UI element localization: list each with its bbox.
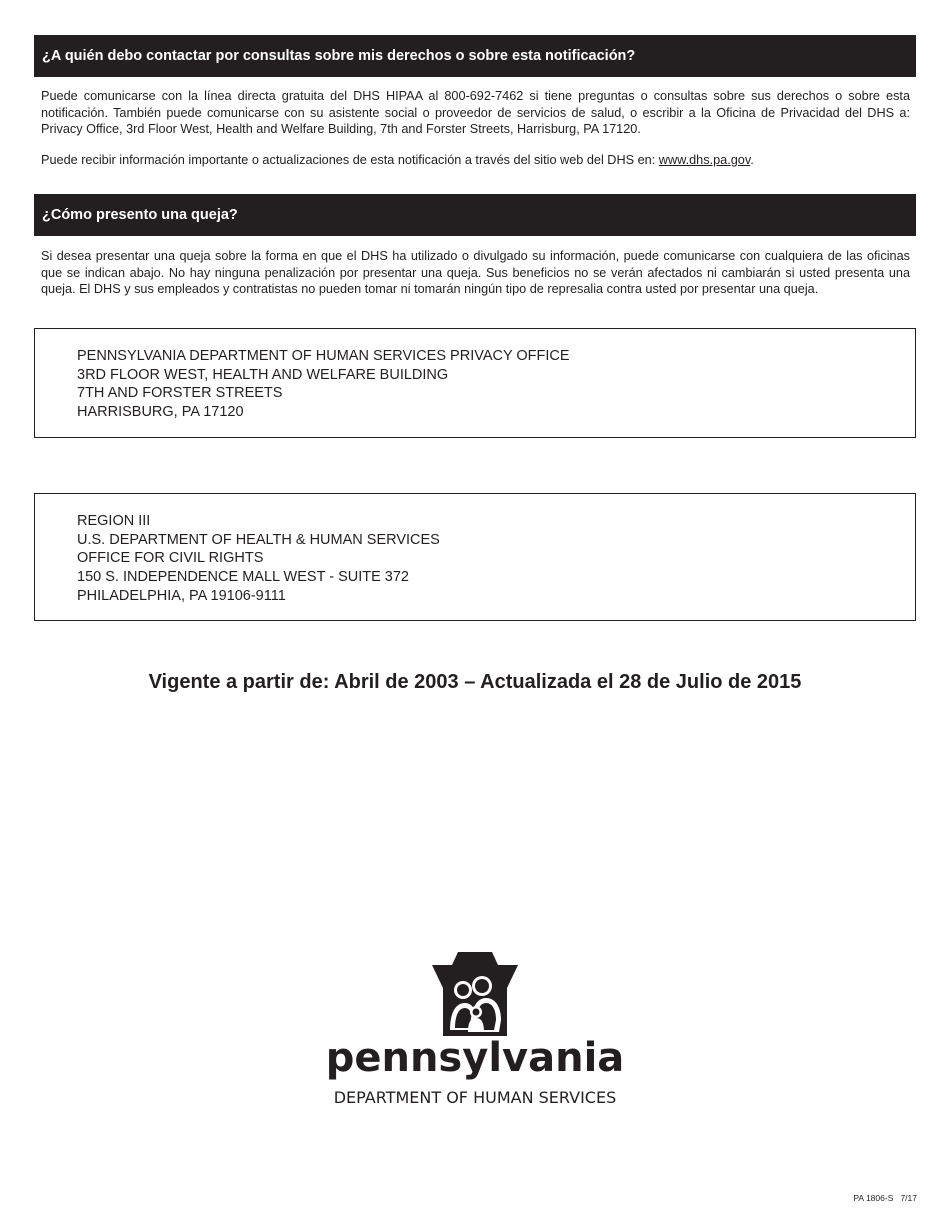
address-box-hhs-ocr <box>34 493 916 621</box>
dhs-website-link[interactable]: www.dhs.pa.gov <box>658 153 751 167</box>
website-paragraph <box>41 152 910 169</box>
section-heading-contact <box>34 35 916 77</box>
website-paragraph-text: Puede recibir información importante o actualizaciones de esta notificación a través del sitio web del DHS en: <box>41 153 659 167</box>
effective-date: Vigente a partir de: Abril de 2003 – Actualizada el 28 de Julio de 2015 <box>148 671 802 693</box>
address-line: PENNSYLVANIA DEPARTMENT OF HUMAN SERVICES PRIVACY OFFICE <box>77 348 570 364</box>
website-paragraph-end: . <box>750 153 754 167</box>
address-line: HARRISBURG, PA 17120 <box>77 404 244 421</box>
address-line: OFFICE FOR CIVIL RIGHTS <box>77 550 264 567</box>
address-line: 7TH AND FORSTER STREETS <box>77 385 283 402</box>
keystone-family-icon <box>300 948 650 1048</box>
section-heading-complaint <box>34 194 916 236</box>
dhs-subtitle: DEPARTMENT OF HUMAN SERVICES <box>333 1088 617 1107</box>
section-heading-complaint-text: ¿Cómo presento una queja? <box>42 207 238 223</box>
address-line: PHILADELPHIA, PA 19106-9111 <box>77 587 286 604</box>
address-box-dhs-privacy-office <box>34 328 916 438</box>
section-heading-contact-text: ¿A quién debo contactar por consultas sobre mis derechos o sobre esta notificación? <box>42 48 636 64</box>
contact-paragraph: Puede comunicarse con la línea directa gratuita del DHS HIPAA al 800-692-7462 si tiene preguntas o consultas sobre sus derechos o sobre esta notificación. También puede comunicarse con su asistente social o proveedor de servicios de salud, o escribir a la Oficina de Privacidad del DHS a: Privacy Office, 3rd Floor West, Health and Welfare Building, 7th and Forster Streets, Harrisburg, PA 17120. <box>41 89 910 136</box>
form-number: PA 1806-S 7/17 <box>853 1193 917 1203</box>
address-line: 3RD FLOOR WEST, HEALTH AND WELFARE BUILDING <box>77 366 449 383</box>
address-line: U.S. DEPARTMENT OF HEALTH & HUMAN SERVICES <box>77 531 440 548</box>
address-line: 150 S. INDEPENDENCE MALL WEST - SUITE 372 <box>77 569 409 586</box>
pennsylvania-wordmark: pennsylvania <box>325 1035 625 1081</box>
complaint-paragraph: Si desea presentar una queja sobre la forma en que el DHS ha utilizado o divulgado su información, puede comunicarse con cualquiera de las oficinas que se indican abajo. No hay ninguna penalización por presentar una queja. Sus beneficios no se verán afectados ni cambiarán si usted presenta una queja. El DHS y sus empleados y contratistas no pueden tomar ni tomarán ningún tipo de represalia contra usted por presentar una queja. <box>41 249 910 296</box>
address-line: REGION III <box>77 513 151 529</box>
